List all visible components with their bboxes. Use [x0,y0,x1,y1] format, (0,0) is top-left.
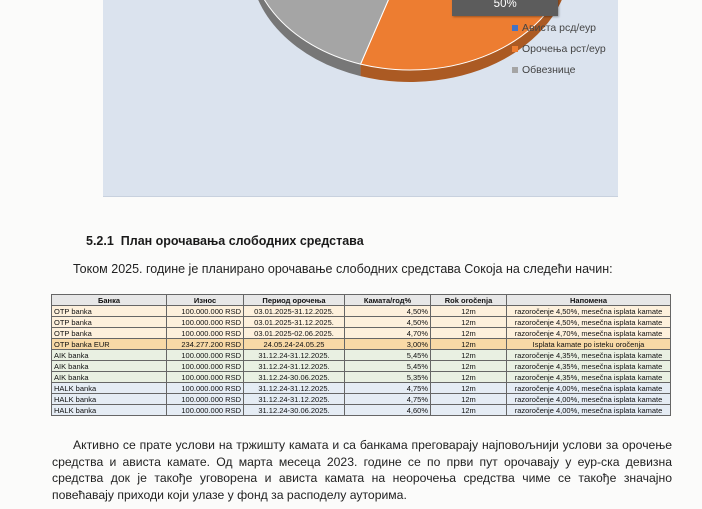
table-cell: 12m [431,328,507,339]
table-cell: 31.12.24-30.06.2025. [244,372,345,383]
table-cell: 100.000.000 RSD [167,394,244,405]
table-cell: 100.000.000 RSD [167,350,244,361]
header-amount: Износ [167,295,244,306]
table-cell: 5,45% [345,350,431,361]
table-cell: 31.12.24-31.12.2025. [244,383,345,394]
table-cell: razoročenje 4,00%, mesečna isplata kamate [507,383,671,394]
table-cell: 31.12.24-30.06.2025. [244,405,345,416]
table-cell: 31.12.24-31.12.2025. [244,361,345,372]
table-cell: razoročenje 4,00%, mesečna isplata kamate [507,405,671,416]
table-cell: 12m [431,372,507,383]
table-cell: 12m [431,306,507,317]
table-row [52,372,671,383]
header-bank: Банка [52,295,167,306]
table-cell: 4,50% [345,317,431,328]
table-cell: 12m [431,339,507,350]
header-rate: Камата/год% [345,295,431,306]
legend-label: Ависта рсд/еур [522,21,596,34]
table-cell: Isplata kamate po isteku oročenja [507,339,671,350]
table-cell: razoročenje 4,35%, mesečna isplata kamate [507,350,671,361]
table-row [52,361,671,372]
table-cell: OTP banka [52,306,167,317]
table-cell: 03.01.2025-31.12.2025. [244,306,345,317]
table-cell: razoročenje 4,00%, mesečna isplata kamate [507,394,671,405]
table-cell: HALK banka [52,405,167,416]
table-cell: 4,75% [345,383,431,394]
table-row [52,394,671,405]
legend-swatch [512,25,518,31]
table-row [52,350,671,361]
table-cell: 4,50% [345,306,431,317]
table-row [52,317,671,328]
table-cell: razoročenje 4,35%, mesečna isplata kamate [507,361,671,372]
table-cell: 31.12.24-31.12.2025. [244,394,345,405]
section-title: План орочавања слободних средстава [120,234,364,248]
table-cell: 234.277.200 RSD [167,339,244,350]
table-cell: 100.000.000 RSD [167,328,244,339]
table-cell: 100.000.000 RSD [167,361,244,372]
table-cell: AIK banka [52,350,167,361]
table-cell: 4,70% [345,328,431,339]
table-cell: razoročenje 4,70%, mesečna isplata kamate [507,328,671,339]
header-note: Напомена [507,295,671,306]
table-cell: 12m [431,361,507,372]
table-cell: 31.12.24-31.12.2025. [244,350,345,361]
legend-item-avista [512,17,606,38]
table-cell: 100.000.000 RSD [167,372,244,383]
legend-swatch [512,67,518,73]
table-cell: razoročenje 4,50%, mesečna isplata kamate [507,317,671,328]
table-cell: 12m [431,394,507,405]
table-cell: 4,75% [345,394,431,405]
legend-item-term-deposits [512,38,606,59]
table-cell: OTP banka [52,317,167,328]
table-cell: 5,35% [345,372,431,383]
table-cell: 12m [431,317,507,328]
legend-item-bonds [512,59,606,80]
table-cell: 03.01.2025-31.12.2025. [244,317,345,328]
section-heading [86,234,364,248]
table-row [52,405,671,416]
pie-chart-panel [103,0,618,197]
table-cell: OTP banka [52,328,167,339]
table-cell: HALK banka [52,383,167,394]
section-number: 5.2.1 [86,234,114,248]
slice-label-term-deposits [452,0,558,16]
legend-label: Обвезнице [522,63,576,76]
table-cell: 12m [431,383,507,394]
body-paragraph: Активно се прате услови на тржишту камата и са банкама преговарају најповољнији услови за орочење средства и ависта камате. Од марта месеца 2023. године се по први пут орочавају у еур-ска девизна средства док је такође уговорена и ависта камата на неорочења средства чиме се такође значајно повећавају приходи који улазе у фонд за расподелу ауторима. [52,438,672,502]
table-row [52,339,671,350]
legend-swatch [512,46,518,52]
table-cell: HALK banka [52,394,167,405]
table-cell: 12m [431,405,507,416]
header-period: Период орочења [244,295,345,306]
table-cell: 12m [431,350,507,361]
table-cell: 100.000.000 RSD [167,306,244,317]
table-cell: 3,00% [345,339,431,350]
chart-legend [512,17,606,80]
table-cell: 03.01.2025-02.06.2025. [244,328,345,339]
legend-label: Орочења рст/еур [522,42,606,55]
table-row [52,328,671,339]
table-cell: razoročenje 4,50%, mesečna isplata kamate [507,306,671,317]
table-cell: 100.000.000 RSD [167,405,244,416]
table-cell: 24.05.24-24.05.25 [244,339,345,350]
table-cell: razoročenje 4,35%, mesečna isplata kamate [507,372,671,383]
table-cell: OTP banka EUR [52,339,167,350]
table-row [52,383,671,394]
table-cell: 4,60% [345,405,431,416]
table-cell: AIK banka [52,361,167,372]
intro-text: Током 2025. године је планирано орочавање слободних средстава Сокоја на следећи начин: [73,262,613,276]
table-header-row [52,295,671,306]
table-cell: 100.000.000 RSD [167,383,244,394]
deposit-plan-table [51,294,671,416]
table-cell: AIK banka [52,372,167,383]
header-term: Rok oročenja [431,295,507,306]
slice-label-value: 50% [493,0,517,11]
table-cell: 5,45% [345,361,431,372]
table-cell: 100.000.000 RSD [167,317,244,328]
table-row [52,306,671,317]
